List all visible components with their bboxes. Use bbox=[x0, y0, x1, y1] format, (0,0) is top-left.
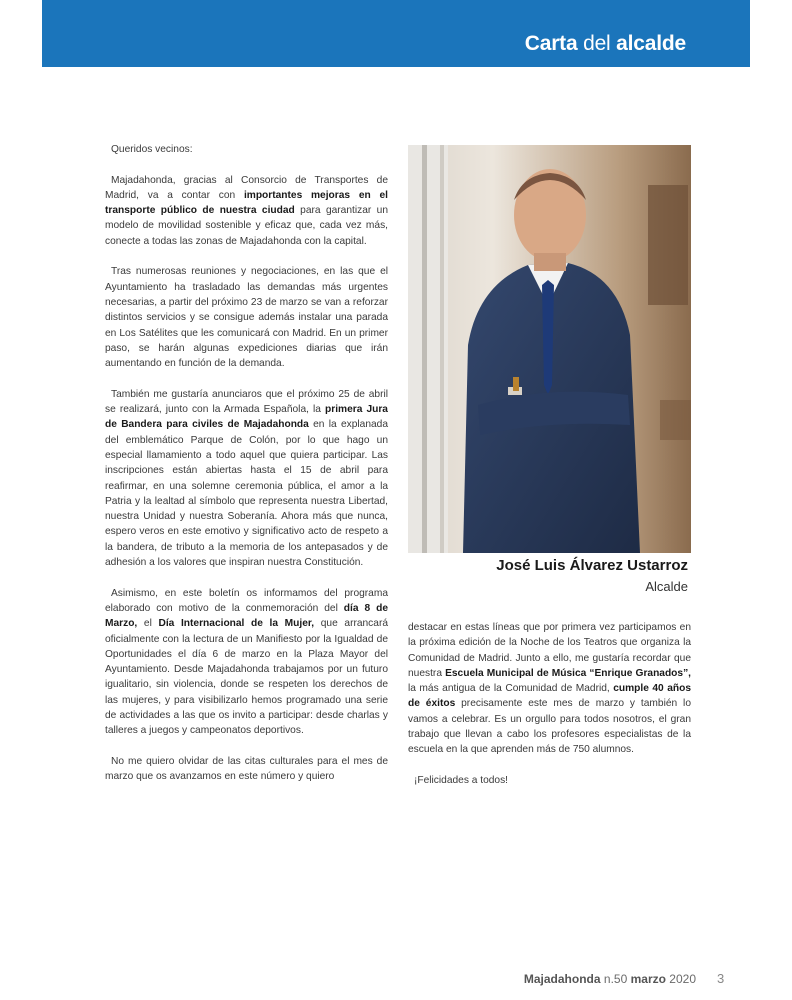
title-word-del: del bbox=[583, 32, 611, 55]
footer-issue bbox=[524, 972, 696, 986]
letter-right-column bbox=[408, 620, 691, 804]
paragraph-transport: Majadahonda, gracias al Consorcio de Transportes de Madrid, va a contar con importantes mejoras en el transporte público de nuestra ciudad para garantizar un modelo de movilidad sostenible y eficaz que, cada vez más, conecte a todas las zonas de Majadahonda con la capital. bbox=[105, 174, 388, 247]
paragraph-negotiations: Tras numerosas reuniones y negociaciones, en las que el Ayuntamiento ha trasladado las demandas más urgentes necesarias, a partir del próximo 23 de marzo se van a reforzar distintos servicios y se consigue además instalar una parada en Los Satélites que les comunicará con Madrid. En un primer paso, se harán algunas expediciones diarias que irán aumentando en función de la demanda. bbox=[105, 266, 388, 370]
section-title bbox=[525, 32, 686, 56]
footer-issue-number: n.50 bbox=[603, 972, 628, 986]
closing: ¡Felicidades a todos! bbox=[414, 774, 509, 786]
mayor-photo bbox=[408, 145, 691, 553]
title-word-carta: Carta bbox=[524, 32, 578, 55]
paragraph-womens-day: Asimismo, en este boletín os informamos del programa elaborado con motivo de la conmemoración del día 8 de Marzo, el Día Internacional de la Mujer, que arrancará oficialmente con la lectura de un Manifiesto por la Igualdad de Oportunidades el día 6 de marzo en la Plaza Mayor del Ayuntamiento. Desde Majadahonda trabajamos por un futuro igualitario, sin violencia, donde se respeten los derechos de las mujeres, y para visibilizarlo hemos programado una serie de actividades a las que os invito a participar: desde charlas y talleres a juegos y campeonatos deportivos. bbox=[105, 587, 389, 737]
paragraph-culture-start: No me quiero olvidar de las citas culturales para el mes de marzo que os avanzamos en este número y quiero bbox=[105, 755, 388, 783]
caption-name: José Luis Álvarez Ustarroz bbox=[496, 557, 688, 574]
page-number: 3 bbox=[717, 971, 725, 986]
header-banner bbox=[42, 0, 750, 67]
paragraph-music-school: destacar en estas líneas que por primera vez participamos en la próxima edición de la Noche de los Teatros que organiza la Comunidad de Madrid. Junto a ello, me gustaría recordar que nuestra Escuela Municipal de Música “Enrique Granados”, la más antigua de la Comunidad de Madrid, cumple 40 años de éxitos precisamente este mes de marzo y también lo vamos a celebrar. Es un orgullo para todos nosotros, el gran trabajo que llevan a cabo los profesores especialistas de la escuela en la que aprenden más de 750 alumnos. bbox=[408, 622, 692, 756]
footer-month: marzo bbox=[630, 972, 666, 986]
letter-left-column bbox=[105, 142, 388, 800]
paragraph-jura-bandera: También me gustaría anunciaros que el próximo 25 de abril se realizará, junto con la Armada Española, la primera Jura de Bandera para civiles de Majadahonda en la explanada del emblemático Parque de Colón, por lo que hago un especial llamamiento a todo aquel que quiera participar. Las inscripciones están abiertas hasta el 15 de abril para reafirmar, en una solemne ceremonia pública, el amor a la Patria y la lealtad al símbolo que representa nuestra Libertad, nuestra Unidad y nuestra Soberanía. Ahora más que nunca, espero veros en este emotivo y significativo acto de respeto a la bandera, de tributo a la memoria de los antepasados y de adhesión a los valores que inspiran nuestra Constitución. bbox=[105, 388, 388, 569]
title-word-alcalde: alcalde bbox=[616, 32, 686, 55]
caption-role: Alcalde bbox=[645, 579, 688, 594]
footer-magazine: Majadahonda bbox=[523, 972, 601, 986]
footer-year: 2020 bbox=[669, 972, 696, 986]
greeting: Queridos vecinos: bbox=[111, 144, 193, 155]
